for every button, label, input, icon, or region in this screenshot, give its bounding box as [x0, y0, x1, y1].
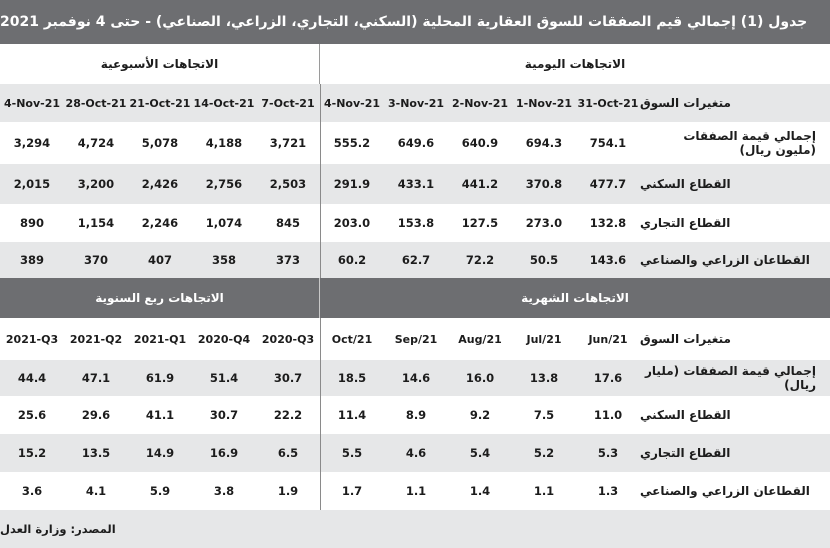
table-title: جدول (1) إجمالي قيم الصفقات للسوق العقارية المحلية (السكني، التجاري، الزراعي، الصناعي) - حتى 4 نوفمبر 2021 [0, 14, 808, 30]
row-label: القطاع التجاري [640, 216, 731, 230]
table-cell: 16.0 [465, 371, 495, 385]
column-header: 28-Oct-21 [65, 96, 127, 110]
table-cell: 5,078 [141, 136, 179, 150]
column-header: Oct/21 [331, 332, 373, 346]
table-row [0, 434, 830, 472]
monthly-trends-header: الاتجاهات الشهرية [521, 291, 629, 305]
table-cell: 5.9 [149, 484, 171, 498]
table-cell: 44.4 [17, 371, 47, 385]
table-cell: 2,426 [141, 177, 179, 191]
row-label: القطاعان الزراعي والصناعي [640, 484, 810, 498]
column-header: 7-Oct-21 [261, 96, 315, 110]
table-cell: 203.0 [333, 216, 371, 230]
table-cell: 640.9 [461, 136, 499, 150]
table-cell: 14.9 [145, 446, 175, 460]
table-cell: 407 [147, 253, 172, 267]
table-row [0, 472, 830, 510]
table-cell: 1.4 [469, 484, 491, 498]
table-cell: 1,154 [77, 216, 115, 230]
column-header: 4-Nov-21 [3, 96, 61, 110]
table-cell: 1.1 [533, 484, 555, 498]
weekly-trends-header: الاتجاهات الأسبوعية [0, 44, 320, 84]
table-cell: 3.8 [213, 484, 235, 498]
column-header: 2021-Q3 [5, 332, 59, 346]
column-header: 1-Nov-21 [515, 96, 573, 110]
table-cell: 13.8 [529, 371, 559, 385]
table-cell: 358 [211, 253, 236, 267]
table-cell: 3.6 [21, 484, 43, 498]
table-cell: 3,294 [13, 136, 51, 150]
row-label: القطاع السكني [640, 177, 731, 191]
table-cell: 127.5 [461, 216, 499, 230]
table-cell: 11.0 [593, 408, 623, 422]
column-header: 2-Nov-21 [451, 96, 509, 110]
table-cell: 754.1 [589, 136, 627, 150]
table-cell: 29.6 [81, 408, 111, 422]
row-label-header: متغيرات السوق [640, 96, 731, 110]
table-cell: 4,188 [205, 136, 243, 150]
table-cell: 18.5 [337, 371, 367, 385]
column-header: Sep/21 [394, 332, 438, 346]
column-header: 2020-Q4 [197, 332, 251, 346]
table-cell: 1.7 [341, 484, 363, 498]
table-cell: 7.5 [533, 408, 555, 422]
column-header: 21-Oct-21 [129, 96, 191, 110]
table-cell: 5.5 [341, 446, 363, 460]
source-note: المصدر: وزارة العدل [0, 522, 116, 536]
section1-column-header-row [0, 84, 830, 122]
section2-header [0, 278, 830, 318]
row-label: إجمالي قيمة الصفقات (مليون ريال) [683, 129, 816, 157]
column-header: 2021-Q1 [133, 332, 187, 346]
table-cell: 389 [19, 253, 44, 267]
table-cell: 1.9 [277, 484, 299, 498]
row-label: إجمالي قيمة الصفقات (مليار ريال) [645, 364, 816, 392]
table-cell: 143.6 [589, 253, 627, 267]
table-cell: 17.6 [593, 371, 623, 385]
table-cell: 132.8 [589, 216, 627, 230]
column-header: 4-Nov-21 [323, 96, 381, 110]
column-group-divider [320, 84, 321, 278]
column-header: 3-Nov-21 [387, 96, 445, 110]
column-header: 14-Oct-21 [193, 96, 255, 110]
table-cell: 61.9 [145, 371, 175, 385]
table-cell: 845 [275, 216, 300, 230]
table-cell: 3,721 [269, 136, 307, 150]
table-row [0, 204, 830, 242]
table-cell: 8.9 [405, 408, 427, 422]
table-cell: 2,756 [205, 177, 243, 191]
table-cell: 72.2 [465, 253, 495, 267]
column-header: Jun/21 [588, 332, 628, 346]
table-cell: 62.7 [401, 253, 431, 267]
table-cell: 694.3 [525, 136, 563, 150]
source-footer [0, 510, 830, 548]
table-cell: 5.2 [533, 446, 555, 460]
table-cell: 47.1 [81, 371, 111, 385]
table-cell: 370.8 [525, 177, 563, 191]
table-cell: 16.9 [209, 446, 239, 460]
daily-trends-header: الاتجاهات اليومية [524, 57, 626, 71]
table-cell: 649.6 [397, 136, 435, 150]
table-cell: 291.9 [333, 177, 371, 191]
table-cell: 433.1 [397, 177, 435, 191]
row-label: القطاعان الزراعي والصناعي [640, 253, 810, 267]
quarterly-trends-header: الاتجاهات ربع السنوية [0, 278, 320, 318]
table-cell: 890 [19, 216, 44, 230]
table-cell: 1,074 [205, 216, 243, 230]
table-cell: 30.7 [273, 371, 303, 385]
table-cell: 4.1 [85, 484, 107, 498]
table-cell: 4.6 [405, 446, 427, 460]
table-cell: 9.2 [469, 408, 491, 422]
table-cell: 441.2 [461, 177, 499, 191]
table-cell: 5.4 [469, 446, 491, 460]
column-header: Jul/21 [526, 332, 562, 346]
table-cell: 15.2 [17, 446, 47, 460]
table-cell: 5.3 [597, 446, 619, 460]
table-row [0, 360, 830, 396]
table-row [0, 396, 830, 434]
table-cell: 2,246 [141, 216, 179, 230]
table-row [0, 242, 830, 278]
table-cell: 373 [275, 253, 300, 267]
table-cell: 11.4 [337, 408, 367, 422]
table-cell: 14.6 [401, 371, 431, 385]
column-header: 2020-Q3 [261, 332, 315, 346]
section1-header [0, 44, 830, 84]
column-group-divider [320, 318, 321, 510]
table-cell: 13.5 [81, 446, 111, 460]
column-header: 31-Oct-21 [577, 96, 639, 110]
table-cell: 25.6 [17, 408, 47, 422]
table-row [0, 164, 830, 204]
table-cell: 273.0 [525, 216, 563, 230]
table-row [0, 122, 830, 164]
table-cell: 2,015 [13, 177, 51, 191]
row-label: القطاع التجاري [640, 446, 731, 460]
table-cell: 1.1 [405, 484, 427, 498]
table-cell: 51.4 [209, 371, 239, 385]
column-header: Aug/21 [458, 332, 502, 346]
table-cell: 50.5 [529, 253, 559, 267]
table-cell: 153.8 [397, 216, 435, 230]
table-cell: 30.7 [209, 408, 239, 422]
table-cell: 6.5 [277, 446, 299, 460]
row-label: القطاع السكني [640, 408, 731, 422]
row-label-header: متغيرات السوق [640, 332, 731, 346]
table-cell: 41.1 [145, 408, 175, 422]
table-cell: 1.3 [597, 484, 619, 498]
table-cell: 477.7 [589, 177, 627, 191]
table-cell: 60.2 [337, 253, 367, 267]
table-cell: 555.2 [333, 136, 371, 150]
table-cell: 22.2 [273, 408, 303, 422]
table-cell: 4,724 [77, 136, 115, 150]
table-cell: 3,200 [77, 177, 115, 191]
table-title-bar [0, 0, 830, 44]
column-header: 2021-Q2 [69, 332, 123, 346]
section2-column-header-row [0, 318, 830, 360]
table-cell: 370 [83, 253, 108, 267]
table-cell: 2,503 [269, 177, 307, 191]
